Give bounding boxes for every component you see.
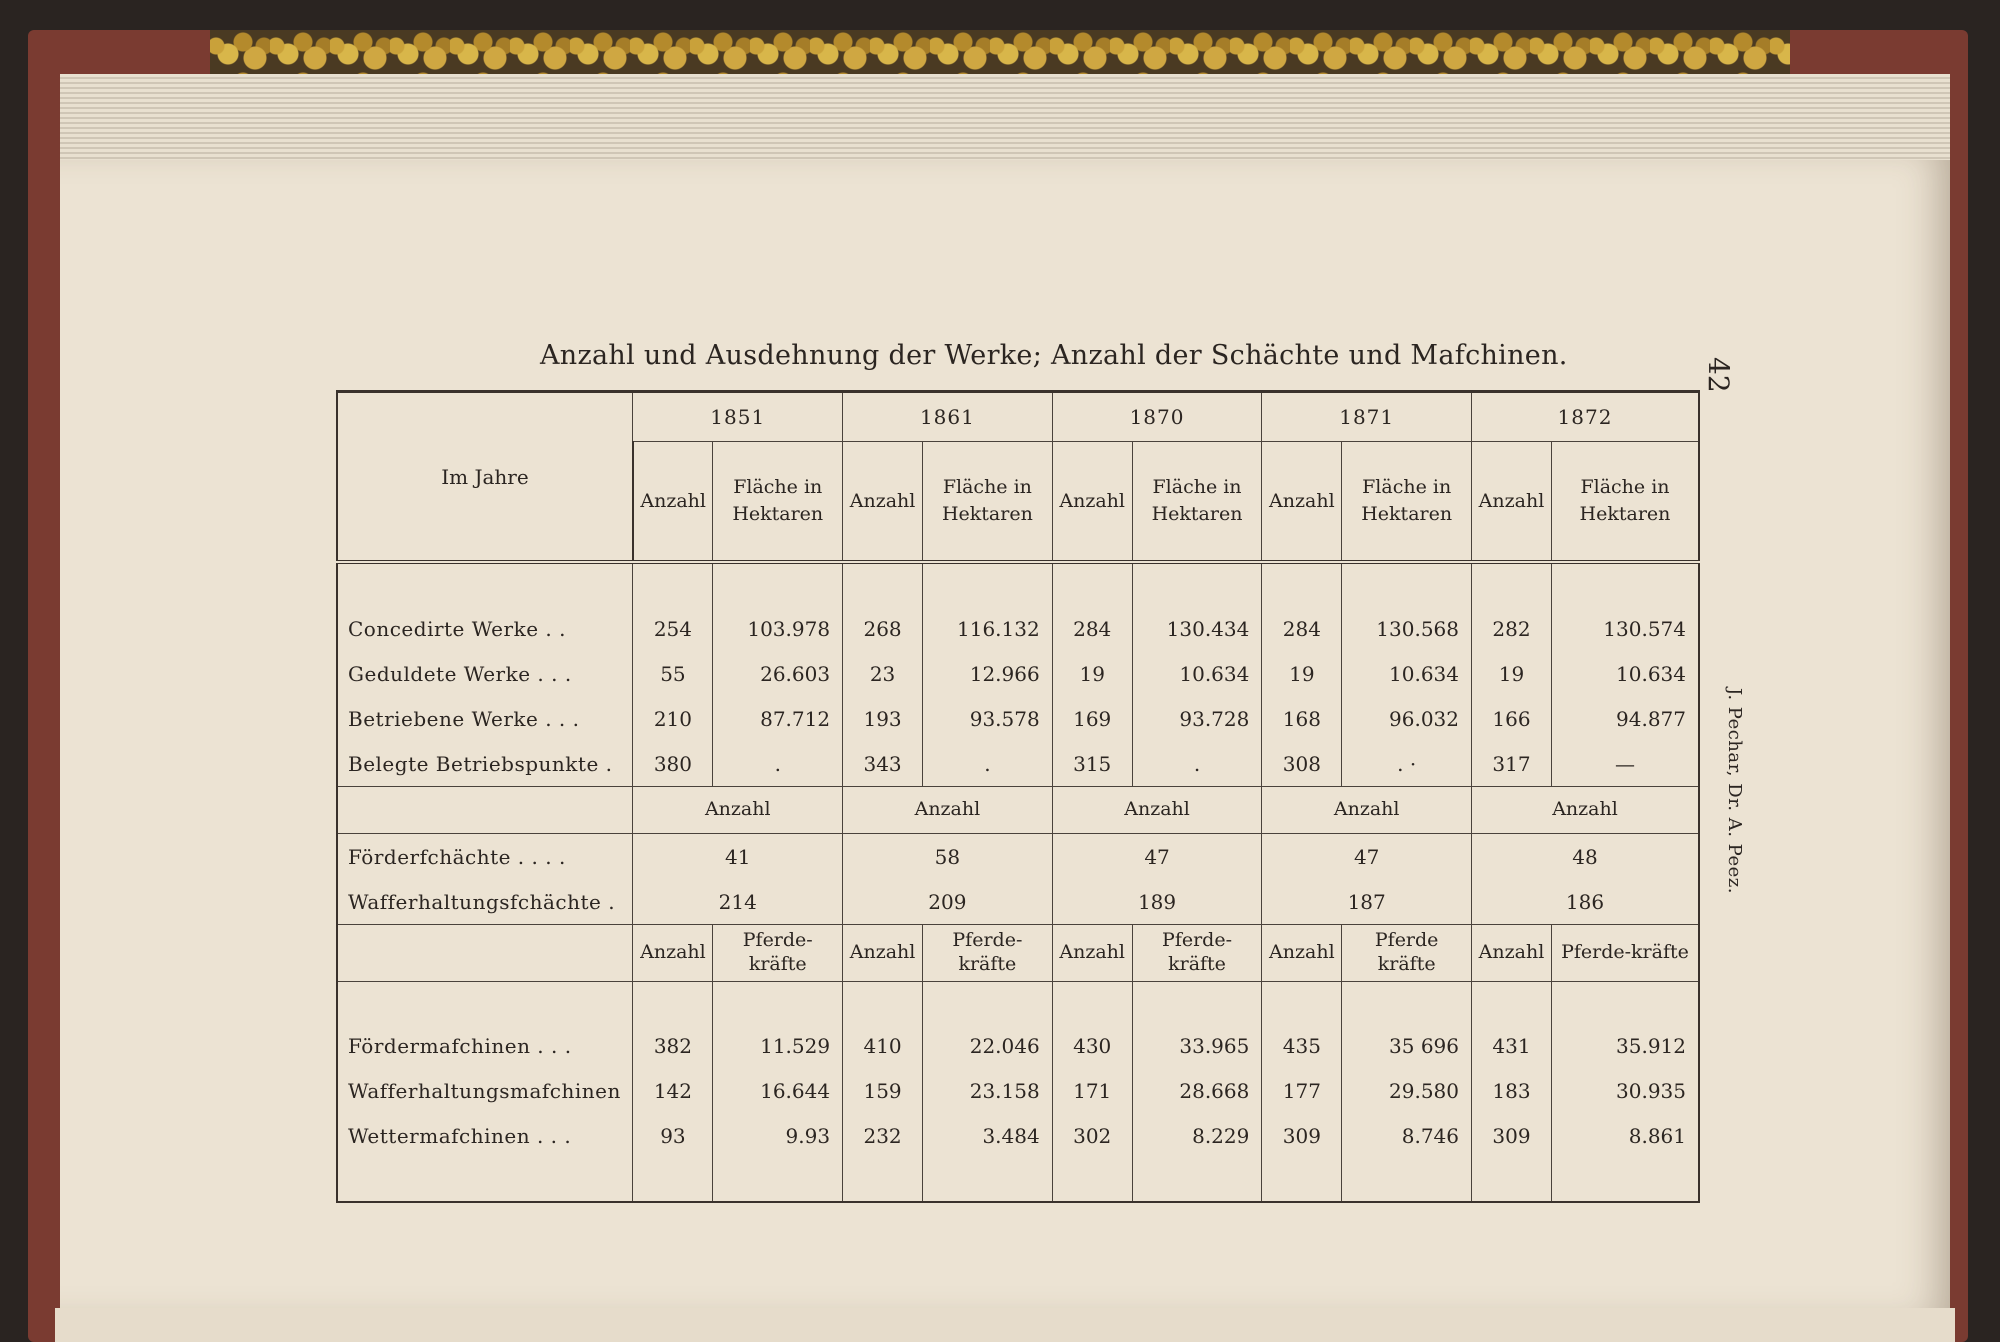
cell: 166 <box>1472 696 1552 741</box>
flaeche-header: Fläche in Hektaren <box>713 442 843 563</box>
cell: 9.93 <box>713 1114 843 1159</box>
page-number: 42 <box>1702 357 1735 393</box>
page-edges <box>60 74 1950 174</box>
cell: 183 <box>1472 1069 1552 1114</box>
cell: . <box>923 741 1053 787</box>
cell: 380 <box>633 741 713 787</box>
flaeche-header: Fläche in Hektaren <box>1551 442 1699 563</box>
anzahl-header: Anzahl <box>1052 925 1132 982</box>
cell: 28.668 <box>1132 1069 1262 1114</box>
anzahl-header: Anzahl <box>1052 442 1132 563</box>
page-title: Anzahl und Ausdehnung der Werke; Anzahl der Schächte und Mafchinen. <box>540 340 1568 371</box>
table-row <box>337 606 1699 651</box>
cell: 41 <box>633 834 843 880</box>
cell: 11.529 <box>713 1024 843 1069</box>
cell: 282 <box>1472 606 1552 651</box>
cell: 19 <box>1472 651 1552 696</box>
cell: 410 <box>843 1024 923 1069</box>
cell: 26.603 <box>713 651 843 696</box>
cell: 130.568 <box>1342 606 1472 651</box>
cell: 343 <box>843 741 923 787</box>
year-header: 1870 <box>1052 392 1262 442</box>
anzahl-header: Anzahl <box>633 925 713 982</box>
anzahl-header: Anzahl <box>633 787 843 834</box>
cell: 96.032 <box>1342 696 1472 741</box>
cell: 169 <box>1052 696 1132 741</box>
cell: 8.229 <box>1132 1114 1262 1159</box>
werke-section <box>337 562 1699 787</box>
row-label: Wafferhaltungsmafchinen <box>337 1069 633 1114</box>
cell: 214 <box>633 879 843 925</box>
pferdekraefte-header: Pferde kräfte <box>1342 925 1472 982</box>
pferdekraefte-header: Pferde-kräfte <box>1551 925 1699 982</box>
cell: 317 <box>1472 741 1552 787</box>
anzahl-header: Anzahl <box>843 442 923 563</box>
pferdekraefte-header: Pferde-kräfte <box>923 925 1053 982</box>
cell: 254 <box>633 606 713 651</box>
flaeche-header: Fläche in Hektaren <box>923 442 1053 563</box>
cell: 23 <box>843 651 923 696</box>
cell: 187 <box>1262 879 1472 925</box>
cell: 33.965 <box>1132 1024 1262 1069</box>
cell: 171 <box>1052 1069 1132 1114</box>
cell: 315 <box>1052 741 1132 787</box>
cell: 284 <box>1262 606 1342 651</box>
cell: 309 <box>1472 1114 1552 1159</box>
anzahl-header: Anzahl <box>1472 442 1552 563</box>
pferdekraefte-header: Pferde-kräfte <box>713 925 843 982</box>
cell: 159 <box>843 1069 923 1114</box>
cell: 116.132 <box>923 606 1053 651</box>
row-label: Belegte Betriebspunkte . <box>337 741 633 787</box>
cell: 93.578 <box>923 696 1053 741</box>
cell: 130.574 <box>1551 606 1699 651</box>
cell: 47 <box>1052 834 1262 880</box>
year-header: 1872 <box>1472 392 1700 442</box>
cell: . · <box>1342 741 1472 787</box>
cell: 94.877 <box>1551 696 1699 741</box>
cell: 47 <box>1262 834 1472 880</box>
cell: 142 <box>633 1069 713 1114</box>
cell: 10.634 <box>1551 651 1699 696</box>
cell: — <box>1551 741 1699 787</box>
cell: 168 <box>1262 696 1342 741</box>
cell: 19 <box>1052 651 1132 696</box>
cell: 268 <box>843 606 923 651</box>
cell: 8.746 <box>1342 1114 1472 1159</box>
anzahl-header: Anzahl <box>1472 787 1700 834</box>
cell: 232 <box>843 1114 923 1159</box>
anzahl-header: Anzahl <box>1262 787 1472 834</box>
cell: 58 <box>843 834 1053 880</box>
year-header: 1871 <box>1262 392 1472 442</box>
cell: . <box>713 741 843 787</box>
cell: 193 <box>843 696 923 741</box>
anzahl-header: Anzahl <box>1472 925 1552 982</box>
cell: 435 <box>1262 1024 1342 1069</box>
table-row <box>337 879 1699 925</box>
cell: 29.580 <box>1342 1069 1472 1114</box>
anzahl-header: Anzahl <box>1262 925 1342 982</box>
row-label: Wafferhaltungsfchächte . <box>337 879 633 925</box>
year-header: 1851 <box>633 392 843 442</box>
cell: 35 696 <box>1342 1024 1472 1069</box>
schaechte-section <box>337 787 1699 925</box>
maschinen-section <box>337 925 1699 1202</box>
table-row <box>337 1114 1699 1159</box>
row-label: Wettermafchinen . . . <box>337 1114 633 1159</box>
bottom-page-edge <box>55 1308 1955 1342</box>
cell: 302 <box>1052 1114 1132 1159</box>
flaeche-header: Fläche in Hektaren <box>1342 442 1472 563</box>
table-row <box>337 1024 1699 1069</box>
anzahl-header: Anzahl <box>1052 787 1262 834</box>
cell: 93.728 <box>1132 696 1262 741</box>
cell: 23.158 <box>923 1069 1053 1114</box>
anzahl-header: Anzahl <box>633 442 713 563</box>
cell: 93 <box>633 1114 713 1159</box>
cell: 284 <box>1052 606 1132 651</box>
cell: 309 <box>1262 1114 1342 1159</box>
anzahl-header: Anzahl <box>843 925 923 982</box>
cell: 30.935 <box>1551 1069 1699 1114</box>
row-label: Geduldete Werke . . . <box>337 651 633 696</box>
table-row <box>337 741 1699 787</box>
cell: 382 <box>633 1024 713 1069</box>
table-row <box>337 651 1699 696</box>
cell: 189 <box>1052 879 1262 925</box>
cell: 130.434 <box>1132 606 1262 651</box>
table-row <box>337 1069 1699 1114</box>
cell: 8.861 <box>1551 1114 1699 1159</box>
cell: 12.966 <box>923 651 1053 696</box>
cell: . <box>1132 741 1262 787</box>
year-header: 1861 <box>843 392 1053 442</box>
cell: 10.634 <box>1342 651 1472 696</box>
cell: 48 <box>1472 834 1700 880</box>
cell: 16.644 <box>713 1069 843 1114</box>
row-label: Förderfchächte . . . . <box>337 834 633 880</box>
flaeche-header: Fläche in Hektaren <box>1132 442 1262 563</box>
statistics-table <box>336 390 1700 1203</box>
pferdekraefte-header: Pferde-kräfte <box>1132 925 1262 982</box>
row-label: Fördermafchinen . . . <box>337 1024 633 1069</box>
cell: 19 <box>1262 651 1342 696</box>
cell: 177 <box>1262 1069 1342 1114</box>
cell: 3.484 <box>923 1114 1053 1159</box>
anzahl-header: Anzahl <box>843 787 1053 834</box>
cell: 209 <box>843 879 1053 925</box>
anzahl-header: Anzahl <box>1262 442 1342 563</box>
running-head-author: J. Pechar, Dr. A. Peez. <box>1724 688 1745 894</box>
cell: 87.712 <box>713 696 843 741</box>
cell: 430 <box>1052 1024 1132 1069</box>
cell: 10.634 <box>1132 651 1262 696</box>
row-label: Concedirte Werke . . <box>337 606 633 651</box>
cell: 210 <box>633 696 713 741</box>
cell: 186 <box>1472 879 1700 925</box>
table-row <box>337 696 1699 741</box>
row-label: Betriebene Werke . . . <box>337 696 633 741</box>
cell: 22.046 <box>923 1024 1053 1069</box>
cell: 55 <box>633 651 713 696</box>
cell: 103.978 <box>713 606 843 651</box>
row-header: Im Jahre <box>337 392 633 563</box>
cell: 35.912 <box>1551 1024 1699 1069</box>
table-row <box>337 834 1699 880</box>
cell: 431 <box>1472 1024 1552 1069</box>
cell: 308 <box>1262 741 1342 787</box>
